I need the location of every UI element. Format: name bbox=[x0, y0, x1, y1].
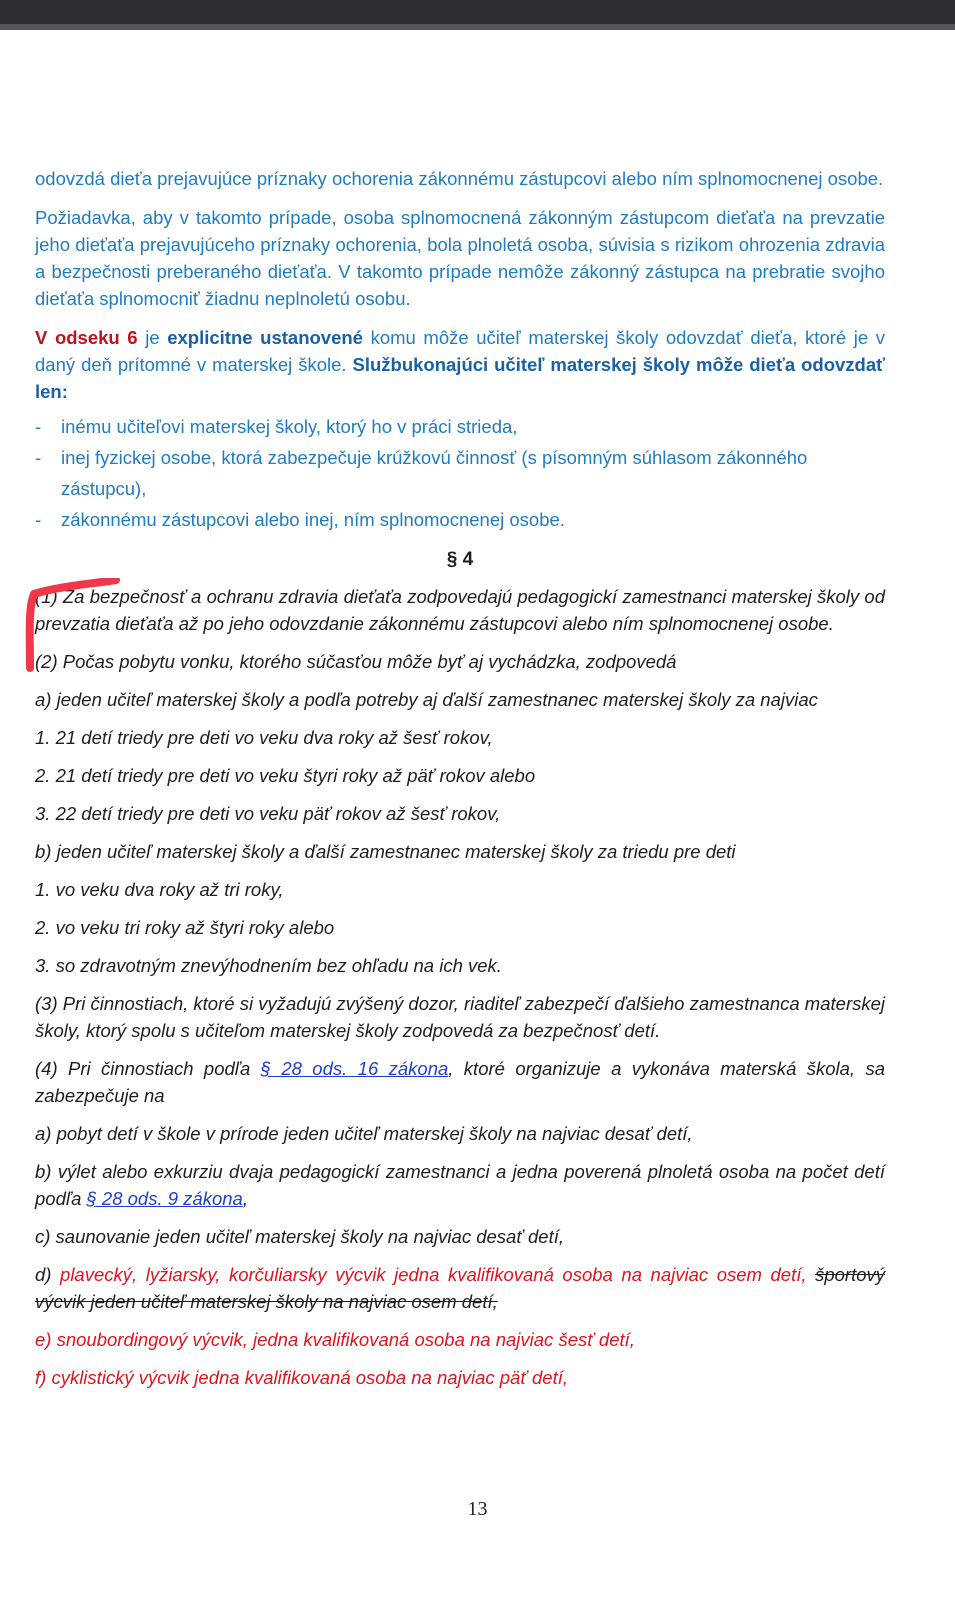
paragraph-s2a3: 3. 22 detí triedy pre deti vo veku päť rokov až šesť rokov, bbox=[35, 803, 501, 824]
s4-text-post: , ktoré organizuje a vykonáva materská škola, sa zabezpečuje na bbox=[35, 1058, 885, 1106]
paragraph-s1: (1) Za bezpečnosť a ochranu zdravia dieťaťa zodpovedajú pedagogickí zamestnanci materskej školy od prevzatia dieťaťa až po jeho odovzdanie zákonnému zástupcovi alebo ním splnomocnenej osobe. bbox=[35, 586, 885, 634]
paragraph-s4b bbox=[35, 1158, 885, 1212]
odsek-6-bold-2: Službukonajúci učiteľ materskej školy môže dieťa odovzdať len: bbox=[35, 354, 885, 402]
top-bar bbox=[0, 0, 955, 24]
paragraph-s4e: e) snoubordingový výcvik, jedna kvalifikovaná osoba na najviac šesť detí, bbox=[35, 1329, 635, 1350]
paragraph-s3: (3) Pri činnostiach, ktoré si vyžadujú zvýšený dozor, riaditeľ zabezpečí ďalšieho zamestnanca materskej školy, ktorý spolu s učiteľom materskej školy zodpovedá za bezpečnosť detí. bbox=[35, 993, 885, 1041]
list-item: - inému učiteľovi materskej školy, ktorý ho v práci strieda, bbox=[35, 411, 885, 442]
s4b-text-post: , bbox=[242, 1188, 248, 1209]
paragraph-odovzda: odovzdá dieťa prejavujúce príznaky ochorenia zákonnému zástupcovi alebo ním splnomocnenej osobe. bbox=[35, 168, 884, 189]
odsek-6-label: V odseku 6 bbox=[35, 327, 138, 348]
paragraph-s4f: f) cyklistický výcvik jedna kvalifikovaná osoba na najviac päť detí, bbox=[35, 1367, 569, 1388]
paragraph-s4 bbox=[35, 1055, 885, 1109]
zakon-28-9-link[interactable]: § 28 ods. 9 zákona bbox=[86, 1188, 243, 1209]
top-bar-divider bbox=[0, 24, 955, 30]
s4d-red-text: plavecký, lyžiarsky, korčuliarsky výcvik jedna kvalifikovaná osoba na najviac osem detí, bbox=[60, 1264, 807, 1285]
paragraph-s2a1: 1. 21 detí triedy pre deti vo veku dva roky až šesť rokov, bbox=[35, 727, 493, 748]
odsek-6-text-2: komu môže učiteľ materskej školy odovzdať dieťa, ktoré je v daný deň prítomné v materskej škole. bbox=[35, 327, 885, 375]
s4-text-pre: (4) Pri činnostiach podľa bbox=[35, 1058, 261, 1079]
pen-annotation-mark bbox=[20, 578, 130, 678]
paragraph-s2a: a) jeden učiteľ materskej školy a podľa potreby aj ďalší zamestnanec materskej školy za najviac bbox=[35, 689, 818, 710]
list-item: - zákonnému zástupcovi alebo inej, ním splnomocnenej osobe. bbox=[35, 504, 885, 535]
paragraph-s4a: a) pobyt detí v škole v prírode jeden učiteľ materskej školy na najviac desať detí, bbox=[35, 1123, 693, 1144]
paragraph-s4d bbox=[35, 1261, 885, 1315]
paragraph-odsek-6 bbox=[35, 324, 885, 405]
section-heading: § 4 bbox=[446, 549, 474, 570]
zakon-28-16-link[interactable]: § 28 ods. 16 zákona bbox=[260, 1058, 449, 1079]
page-number: 13 bbox=[467, 1498, 488, 1520]
odovzdanie-list bbox=[35, 411, 885, 535]
s4d-struck-text: športový výcvik jeden učiteľ materskej školy na najviac osem detí, bbox=[35, 1264, 886, 1312]
document-page bbox=[35, 165, 885, 1391]
odsek-6-bold-1: explicitne ustanovené bbox=[167, 327, 363, 348]
paragraph-s2: (2) Počas pobytu vonku, ktorého súčasťou môže byť aj vychádzka, zodpovedá bbox=[35, 651, 677, 672]
list-item: - inej fyzickej osobe, ktorá zabezpečuje krúžkovú činnosť (s písomným súhlasom zákonného zástupcu), bbox=[35, 442, 885, 504]
paragraph-s2b2: 2. vo veku tri roky až štyri roky alebo bbox=[35, 917, 335, 938]
paragraph-s4c: c) saunovanie jeden učiteľ materskej školy na najviac desať detí, bbox=[35, 1226, 565, 1247]
paragraph-s2a2: 2. 21 detí triedy pre deti vo veku štyri roky až päť rokov alebo bbox=[35, 765, 536, 786]
paragraph-s2b1: 1. vo veku dva roky až tri roky, bbox=[35, 879, 284, 900]
odsek-6-text-1: je bbox=[137, 327, 168, 348]
paragraph-s2b: b) jeden učiteľ materskej školy a ďalší zamestnanec materskej školy za triedu pre deti bbox=[35, 841, 736, 862]
s4d-prefix: d) bbox=[35, 1264, 61, 1285]
s4b-text-pre: b) výlet alebo exkurziu dvaja pedagogickí zamestnanci a jedna poverená plnoletá osoba na počet detí podľa bbox=[35, 1161, 885, 1209]
paragraph-s2b3: 3. so zdravotným znevýhodnením bez ohľadu na ich vek. bbox=[35, 955, 502, 976]
paragraph-poziadavka: Požiadavka, aby v takomto prípade, osoba splnomocnená zákonným zástupcom dieťaťa na prevzatie jeho dieťaťa prejavujúceho príznaky ochorenia, bola plnoletá osoba, súvisia s rizikom ohrozenia zdravia a bezpečnosti preberaného dieťaťa. V takomto prípade nemôže zákonný zástupca na prebratie svojho dieťaťa splnomocniť žiadnu neplnoletú osobu. bbox=[35, 207, 885, 309]
